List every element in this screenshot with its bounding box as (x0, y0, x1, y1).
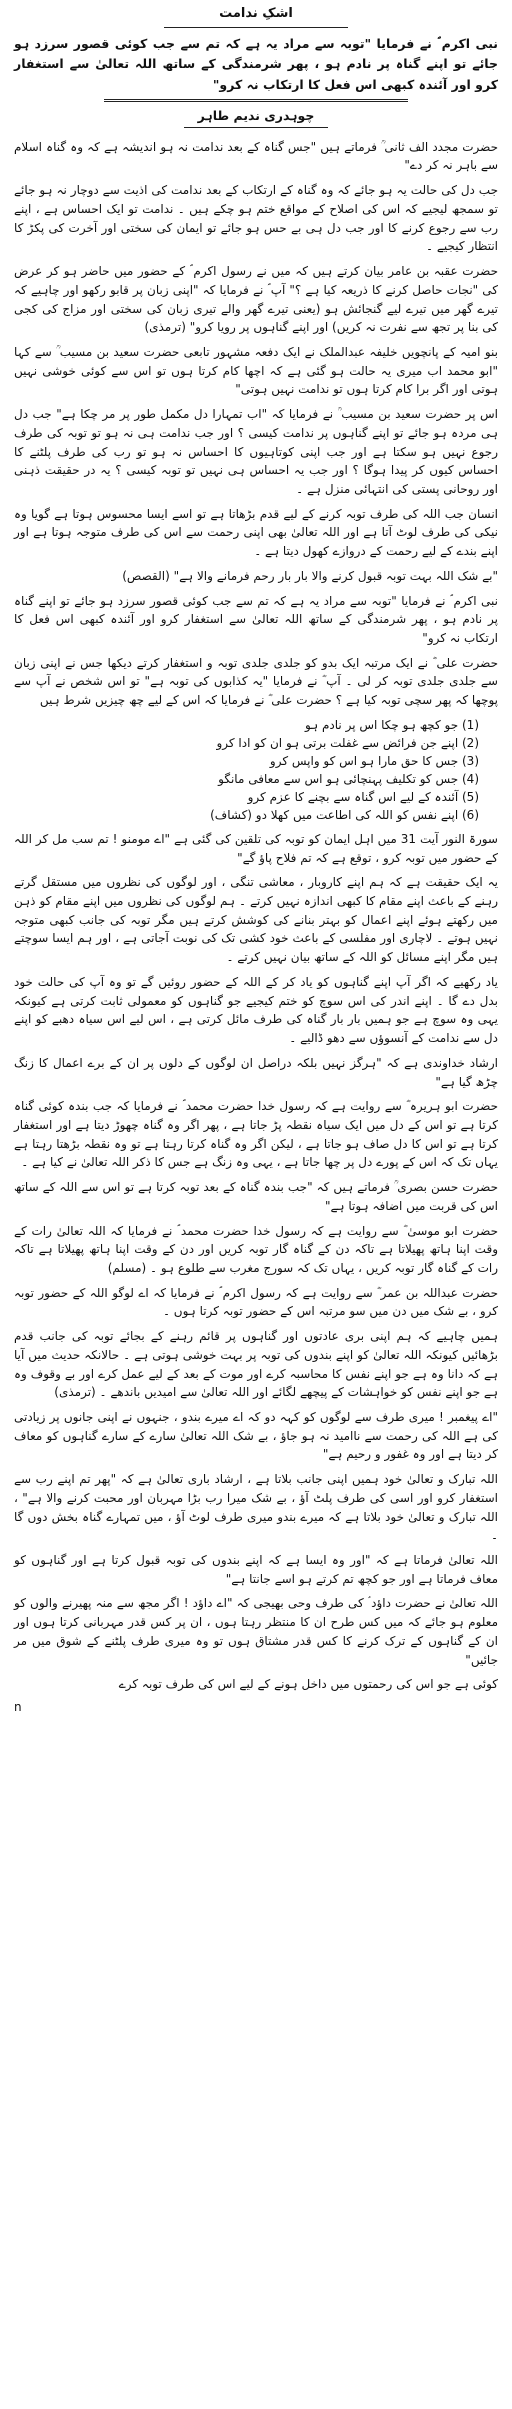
article-body (14, 138, 498, 1694)
paragraph: اللہ تعالیٰ نے حضرت داؤد ؑ کی طرف وحی بھیجی کہ "اے داؤد ! اگر مجھ سے منہ پھیرنے والوں کو معلوم ہو جائے کہ میں کس طرح ان کا منتظر رہتا ہوں ، ان پر کس قدر مہربانی کرتا ہوں اور ان کے گناہوں کے ترک کرنے کا کس قدر مشتاق ہوں تو وہ میری طرف پلٹنے کے شوق میں مر جائیں" (14, 1596, 498, 1667)
paragraph: بنو امیہ کے پانچویں خلیفہ عبدالملک نے ایک دفعہ مشہور تابعی حضرت سعید بن مسیب ؒ سے کہا "ابو محمد اب میری یہ حالت ہو گئی ہے کہ اچھا کام کرتا ہوں تو اس سے کوئی خوشی نہیں ہوتی اور اگر برا کام کرتا ہوں تو ندامت نہیں ہوتی" (14, 344, 498, 397)
paragraph: اس پر حضرت سعید بن مسیب ؒ نے فرمایا کہ "اب تمہارا دل مکمل طور پر مر چکا ہے" جب دل ہی مردہ ہو جائے تو اپنے گناہوں پر ندامت کیسی ؟ اور جب ندامت ہی نہ ہو تو توبہ کی طرف رجوع نہیں ہو سکتا ہے اور جب اپنی کوتاہیوں کا احساس نہ ہو تو رب کی طرف پلٹنے کا احساس کیوں کر پیدا ہوگا ؟ اور جب یہ احساس ہی نہیں تو توبہ کیسی ؟ یہ در حقیقت ذہنی اور روحانی پستی کی انتہائی منزل ہے ۔ (14, 407, 498, 496)
paragraph: انسان جب اللہ کی طرف توبہ کرنے کے لیے قدم بڑھاتا ہے تو اسے ایسا محسوس ہوتا ہے گویا وہ نیکی کی طرف لوٹ آتا ہے اور اللہ تعالیٰ بھی اپنی رحمت سے اس کی طرف متوجہ ہوتا ہے اور اپنے بندے کے لیے رحمت کے دروازے کھول دیتا ہے ۔ (14, 506, 498, 559)
paragraph: ارشاد خداوندی ہے کہ "ہرگز نہیں بلکہ دراصل ان لوگوں کے دلوں پر ان کے برے اعمال کا زنگ چڑھ گیا ہے" (14, 1055, 498, 1089)
paragraph: حضرت عبداللہ بن عمر ؓ سے روایت ہے کہ رسول اکرم ؐ نے فرمایا کہ اے لوگو اللہ کے حضور توبہ کرو ، بے شک میں دن میں سو مرتبہ اس کے حضور توبہ کرتا ہوں ۔ (14, 1285, 498, 1319)
paragraph: سورۃ النور آیت 31 میں اہل ایمان کو توبہ کی تلقین کی گئی ہے "اے مومنو ! تم سب مل کر اللہ کے حضور میں توبہ کرو ، توقع ہے کہ تم فلاح پاؤ گے" (14, 831, 498, 865)
author-byline: چوہدری ندیم طاہر (197, 107, 315, 123)
paragraph: حضرت ابو موسیٰ ؓ سے روایت ہے کہ رسول خدا حضرت محمد ؐ نے فرمایا کہ اللہ تعالیٰ رات کے وقت اپنا ہاتھ پھیلاتا ہے تاکہ دن کے گناہ گار توبہ کریں اور دن کے وقت اپنا ہاتھ پھیلاتا ہے تاکہ رات کے گناہ گار توبہ کریں ، یہاں تک کہ سورج مغرب سے طلوع ہو ۔ (مسلم) (14, 1223, 498, 1275)
paragraph: حضرت عقبہ بن عامر بیان کرتے ہیں کہ میں نے رسول اکرم ؐ کے حضور میں حاضر ہو کر عرض کی "نجات حاصل کرنے کا ذریعہ کیا ہے ؟" آپ ؐ نے فرمایا کہ "اپنی زبان پر قابو رکھو اور چاہیے کہ تیرے گھر میں تیرے لیے گنجائش ہو (یعنی تیرے گھر والے تیری زبان کی سختی اور مزاج کی کجی کی بنا پر تجھ سے نفرت نہ کریں) اور اپنے گناہوں پر رویا کرو" (ترمذی) (14, 264, 498, 335)
list-item (14, 806, 484, 824)
paragraph: نبی اکرم ؐ نے فرمایا "توبہ سے مراد یہ ہے کہ تم سے جب کوئی قصور سرزد ہو جائے تو اپنے گناہ پر نادم ہو ، پھر شرمندگی کے ساتھ اللہ تعالیٰ سے استغفار کرو اور آئندہ کبھی اس فعل کا ارتکاب نہ کرو" (14, 593, 498, 645)
list-item-text: جس کو تکلیف پہنچائی ہو اس سے معافی مانگو (218, 771, 459, 786)
paragraph: اللہ تعالیٰ فرماتا ہے کہ "اور وہ ایسا ہے کہ اپنے بندوں کی توبہ قبول کرتا ہے اور گناہوں کو معاف فرماتا ہے اور جو کچھ تم کرتے ہو اسے جانتا ہے" (14, 1553, 498, 1586)
paragraph: یاد رکھیے کہ اگر آپ اپنے گناہوں کو یاد کر کے اللہ کے حضور روئیں گے تو وہ آپ کی حالت خود بدل دے گا ۔ اپنے اندر کی اس سوچ کو ختم کیجیے جو گناہوں کو معمولی ثابت کرتی ہے کیونکہ یہی وہ سوچ ہے جو ہمیں بار بار گناہ کی طرف مائل کرتی ہے ، اس لیے اس سیاہ دھبے کو اپنے دل سے ندامت کے آنسوؤں سے دھو ڈالیے ۔ (14, 974, 498, 1046)
article-title: اشکِ ندامت (219, 6, 293, 21)
paragraph: جب دل کی حالت یہ ہو جائے کہ وہ گناہ کے ارتکاب کے بعد ندامت کی اذیت سے دوچار نہ ہو جائے تو سمجھ لیجیے کہ اس کی اصلاح کے مواقع ختم ہو چکے ہیں ۔ ندامت تو ایک احساس ہے ، اپنے رب سے رجوع کرنے کا اور جب دل ہی بے حس ہو جائے تو ایمان کی سختی اور آخرت کی پکڑ کا انتظار کیجیے ۔ (14, 183, 498, 254)
paragraph: حضرت علی ؓ نے ایک مرتبہ ایک بدو کو جلدی جلدی توبہ و استغفار کرتے دیکھا جس نے اپنی زبان سے جلدی جلدی توبہ کر لی ۔ آپ ؓ نے فرمایا "یہ کذابوں کی توبہ ہے" تو اس شخص نے آپ سے پوچھا کہ پھر سچی توبہ کیا ہے ؟ حضرت علی ؓ نے فرمایا کہ اس کے لیے چھ چیزیں شرط ہیں (14, 655, 498, 708)
list-item (14, 788, 484, 806)
paragraph: حضرت ابو ہریرہ ؓ سے روایت ہے کہ رسول خدا حضرت محمد ؐ نے فرمایا کہ جب بندہ کوئی گناہ کرتا ہے تو اس کے دل میں ایک سیاہ نقطہ پڑ جاتا ہے ، پھر اگر وہ گناہ چھوڑ دیتا ہے اور استغفار کرتا ہے تو اس کا دل صاف ہو جاتا ہے ، لیکن اگر وہ گناہ کرتا رہتا ہے تو وہ نقطہ بڑھتا رہتا ہے یہاں تک کہ اس کے پورے دل پر چھا جاتا ہے ، یہی وہ زنگ ہے جس کا ذکر اللہ تعالیٰ نے کیا ہے ۔ (14, 1099, 498, 1170)
title-divider (164, 27, 348, 28)
list-item (14, 734, 484, 752)
article-lead: نبی اکرم ؐ نے فرمایا "توبہ سے مراد یہ ہے کہ تم سے جب کوئی قصور سرزد ہو جائے تو اپنے گناہ پر نادم ہو ، پھر شرمندگی کے ساتھ اللہ تعالیٰ سے استغفار کرو اور آئندہ کبھی اس فعل کا ارتکاب نہ کرو" (14, 36, 498, 92)
byline-divider (184, 127, 328, 128)
list-item-text: اپنے جن فرائض سے غفلت برتی ہو ان کو ادا کرو (216, 735, 459, 750)
list-item-text: آئندہ کے لیے اس گناہ سے بچنے کا عزم کرو (247, 789, 459, 804)
paragraph: حضرت مجدد الف ثانی ؒ فرماتے ہیں "جس گناہ کے بعد ندامت نہ ہو اندیشہ ہے کہ وہ گناہ اسلام سے باہر نہ کر دے" (14, 139, 498, 173)
paragraph: کوئی ہے جو اس کی رحمتوں میں داخل ہونے کے لیے اس کی طرف توبہ کرے (118, 1677, 498, 1692)
repentance-conditions-list (14, 716, 498, 824)
list-item-text: اپنے نفس کو اللہ کی اطاعت میں کھلا دو (کشاف) (210, 807, 459, 822)
paragraph: اللہ تبارک و تعالیٰ خود ہمیں اپنی جانب بلاتا ہے ، ارشاد باری تعالیٰ ہے کہ "پھر تم اپنے رب سے استغفار کرو اور اسی کی طرف پلٹ آؤ ، بے شک میرا رب بڑا مہربان اور محبت کرنے والا ہے" ، اللہ تبارک و تعالیٰ خود بلاتا ہے کہ میرے بندو میری طرف لوٹ آؤ ، میں تمہارے گناہ بخش دوں گا ۔ (14, 1472, 498, 1543)
paragraph: "اے پیغمبر ! میری طرف سے لوگوں کو کہہ دو کہ اے میرے بندو ، جنہوں نے اپنی جانوں پر زیادتی کی ہے اللہ کی رحمت سے ناامید نہ ہو جاؤ ، بے شک اللہ تعالیٰ سارے کے سارے گناہوں کو معاف کر دیتا ہے اور وہ غفور و رحیم ہے" (14, 1410, 498, 1462)
paragraph: حضرت حسن بصری ؒ فرماتے ہیں کہ "جب بندہ گناہ کے بعد توبہ کرتا ہے تو اس سے اللہ کے ساتھ اس کی قربت میں اضافہ ہوتا ہے" (14, 1180, 498, 1213)
lead-divider (104, 99, 408, 102)
list-item-number: (1) (462, 717, 479, 732)
paragraph: یہ ایک حقیقت ہے کہ ہم اپنے کاروبار ، معاشی تنگی ، اور لوگوں کی نظروں میں مستقل گرتے رہنے کے باعث اپنے مقام کا کبھی اندازہ نہیں کرتے ۔ ہم لوگوں کی نظروں میں اپنے مقام کو ذہن میں رکھتے ہوئے اپنے اعمال کو بہتر بنانے کی کوشش کرتے ہیں مگر توبہ کی جانب کبھی متوجہ نہیں ہوتے ۔ لاچاری اور مفلسی کے باعث خود کشی تک کی نوبت آجاتی ہے ، اور ہم ایسا سوچتے ہیں مگر اپنے مسائل کو اللہ کے ساتھ بیان نہیں کرتے ۔ (14, 875, 498, 965)
list-item-number: (6) (462, 807, 479, 822)
list-item (14, 752, 484, 770)
list-item (14, 716, 484, 734)
list-item-number: (3) (462, 753, 479, 768)
list-item-number: (2) (462, 735, 479, 750)
list-item-text: جو کچھ ہو چکا اس پر نادم ہو (304, 717, 459, 732)
paragraph: ہمیں چاہیے کہ ہم اپنی بری عادتوں اور گناہوں پر قائم رہنے کے بجائے توبہ کی جانب قدم بڑھائیں کیونکہ اللہ تعالیٰ کو اپنے بندوں کی توبہ پر بہت خوشی ہوتی ہے ۔ حالانکہ حدیث میں آیا ہے کہ دانا وہ ہے جو اپنے نفس کا محاسبہ کرے اور موت کے بعد کے لیے عمل کرے اور بے وقوف وہ ہے جو اپنے نفس کو خواہشات کے پیچھے لگائے اور اللہ تعالیٰ سے امیدیں باندھے ۔ (ترمذی) (14, 1329, 498, 1400)
list-item-number: (4) (462, 771, 479, 786)
list-item-text: جس کا حق مارا ہو اس کو واپس کرو (269, 753, 459, 768)
list-item-number: (5) (462, 789, 479, 804)
end-signature: n (14, 1700, 22, 1715)
list-item (14, 770, 484, 788)
paragraph: "بے شک اللہ بہت توبہ قبول کرنے والا بار بار رحم فرمانے والا ہے" (القصص) (122, 568, 498, 583)
